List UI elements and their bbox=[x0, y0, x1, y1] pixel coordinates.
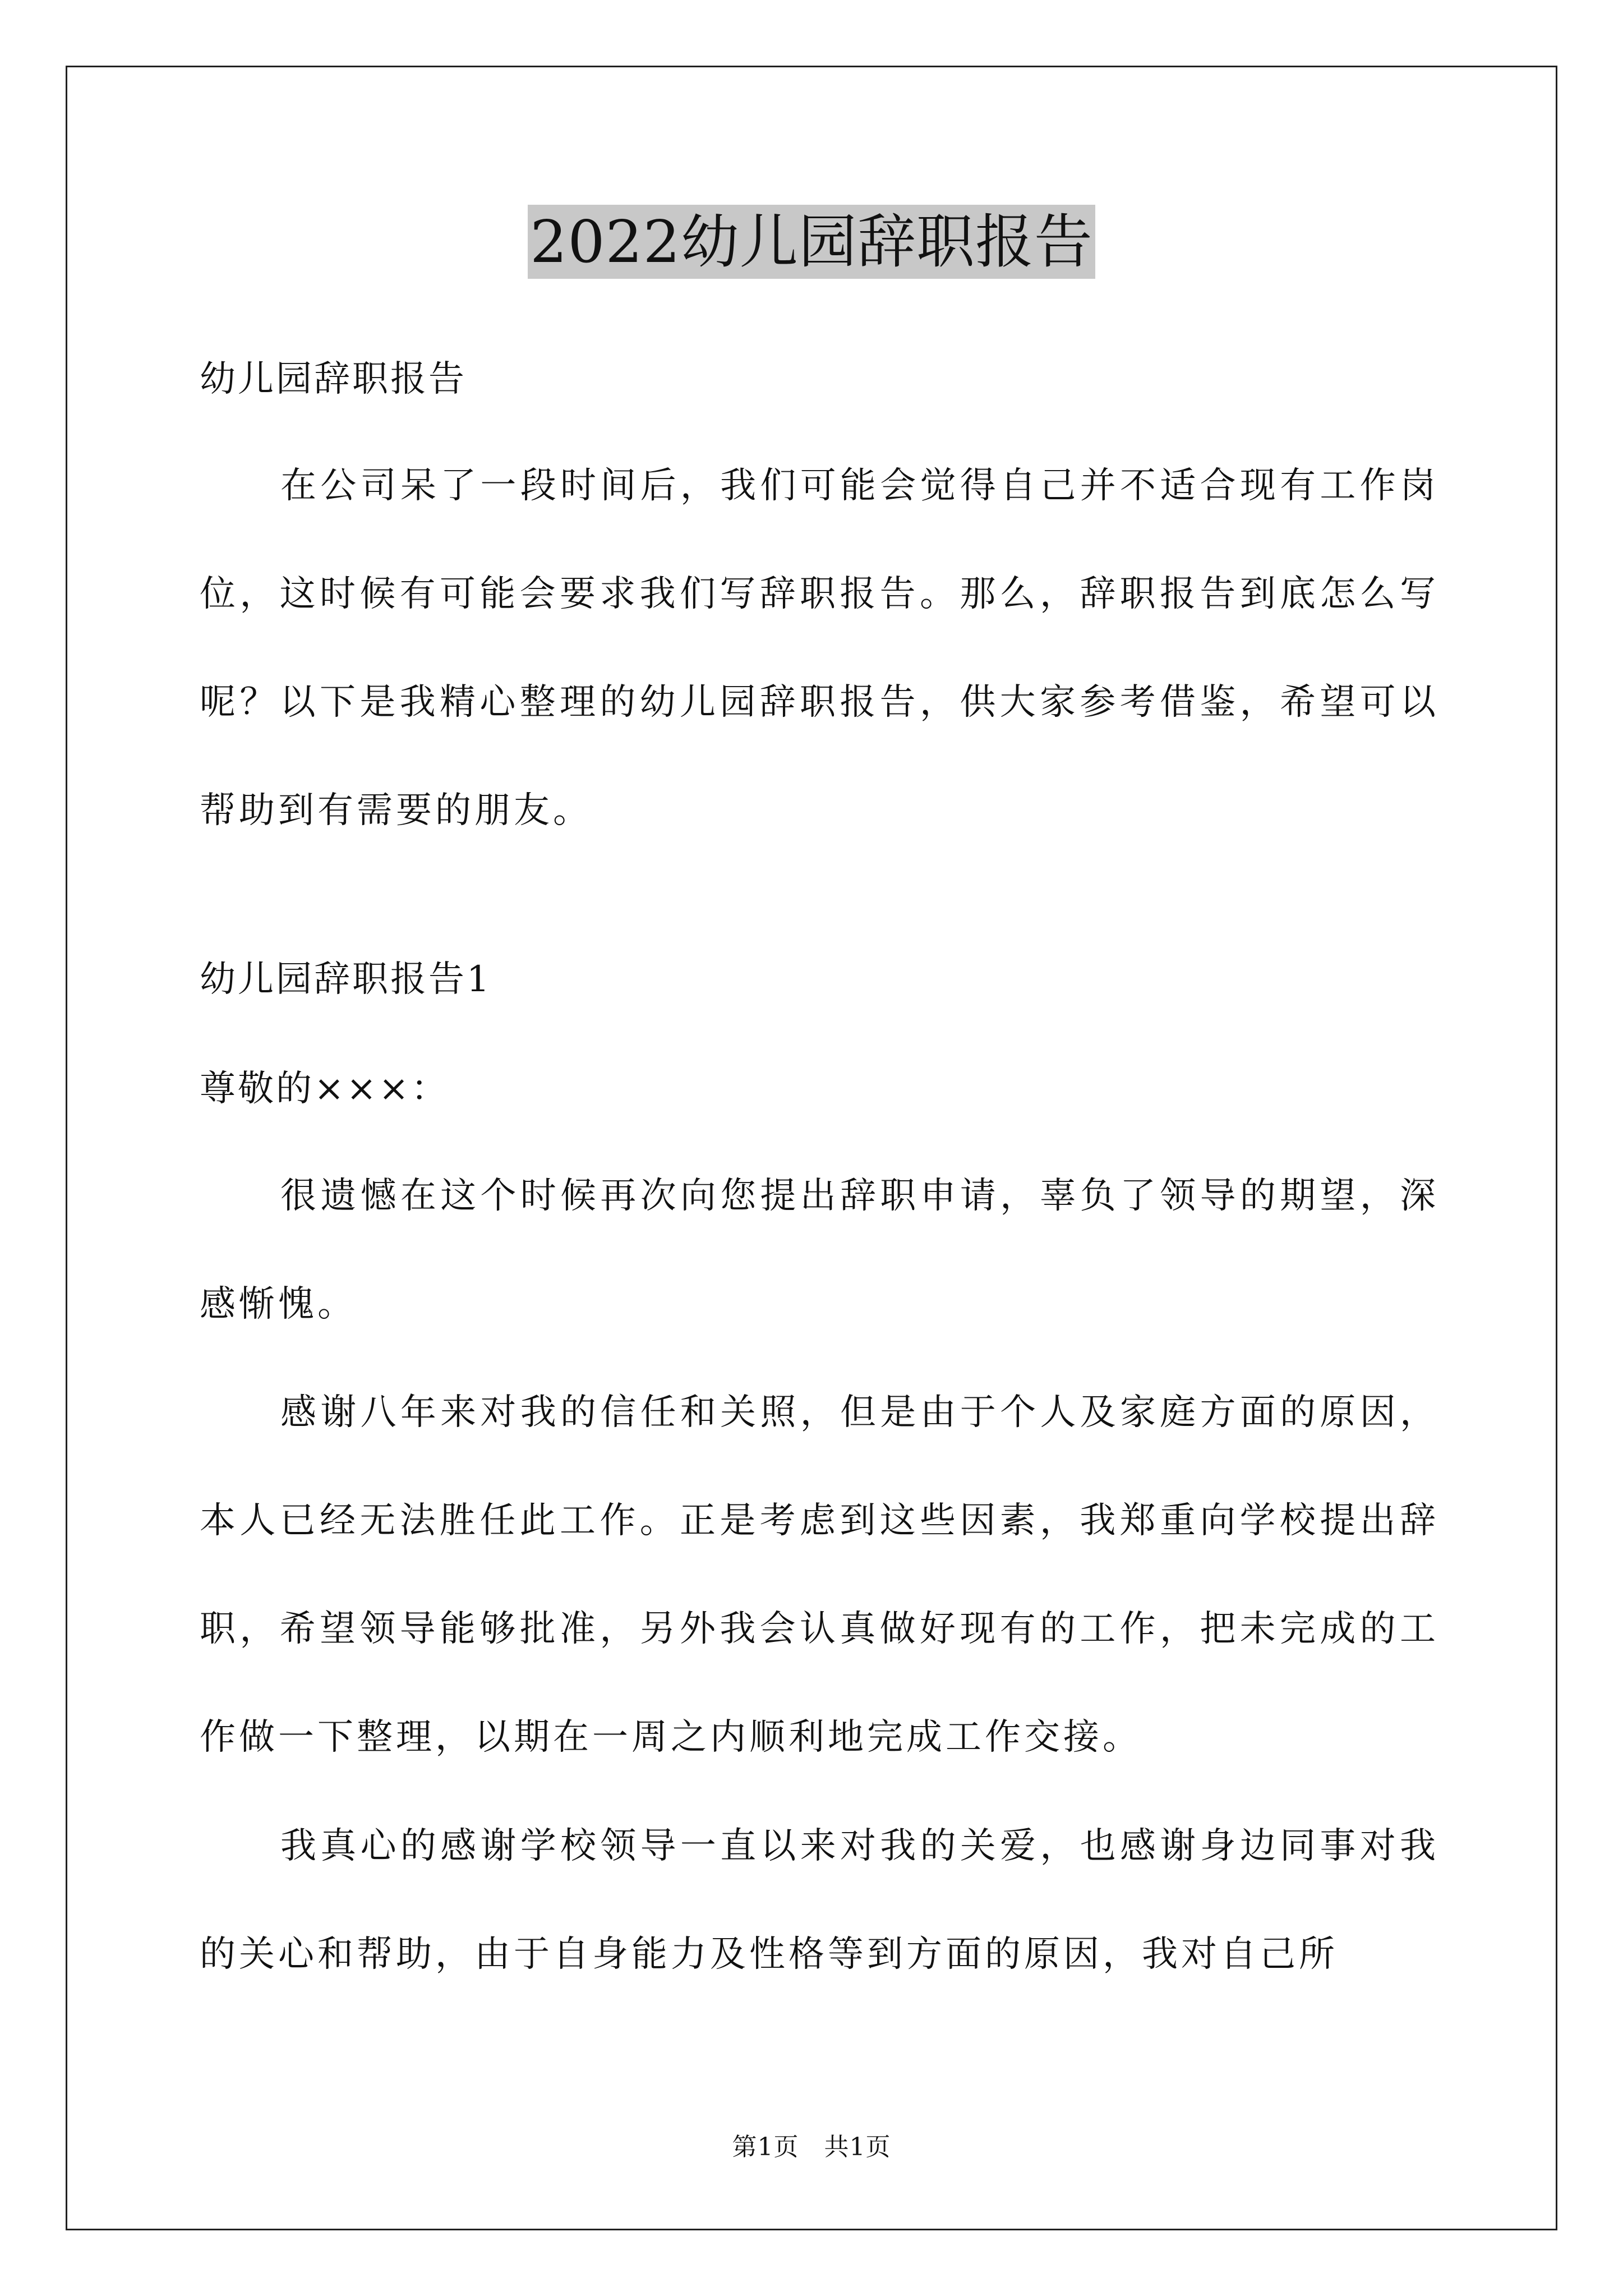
page-footer: 第1页 共1页 bbox=[732, 2133, 891, 2161]
document-subtitle: 幼儿园辞职报告 bbox=[200, 358, 467, 400]
body-paragraph-1: 很遗憾在这个时候再次向您提出辞职申请，辜负了领导的期望，深感惭愧。 bbox=[200, 1175, 1439, 1325]
salutation: 尊敬的×××： bbox=[200, 1068, 449, 1110]
body-paragraph-2: 感谢八年来对我的信任和关照，但是由于个人及家庭方面的原因，本人已经无法胜任此工作。正是考虑到这些因素，我郑重向学校提出辞职，希望领导能够批准，另外我会认真做好现有的工作，把未完成的工作做一下整理，以期在一周之内顺利地完成工作交接。 bbox=[200, 1392, 1439, 1758]
section-heading: 幼儿园辞职报告1 bbox=[200, 959, 492, 1000]
title-container bbox=[0, 205, 1623, 279]
intro-paragraph: 在公司呆了一段时间后，我们可能会觉得自己并不适合现有工作岗位，这时候有可能会要求我们写辞职报告。那么，辞职报告到底怎么写呢？以下是我精心整理的幼儿园辞职报告，供大家参考借鉴，希望可以帮助到有需要的朋友。 bbox=[200, 465, 1439, 831]
body-paragraph-3: 我真心的感谢学校领导一直以来对我的关爱，也感谢身边同事对我的关心和帮助，由于自身能力及性格等到方面的原因，我对自己所 bbox=[200, 1825, 1439, 1975]
document-title: 2022幼儿园辞职报告 bbox=[528, 205, 1095, 279]
